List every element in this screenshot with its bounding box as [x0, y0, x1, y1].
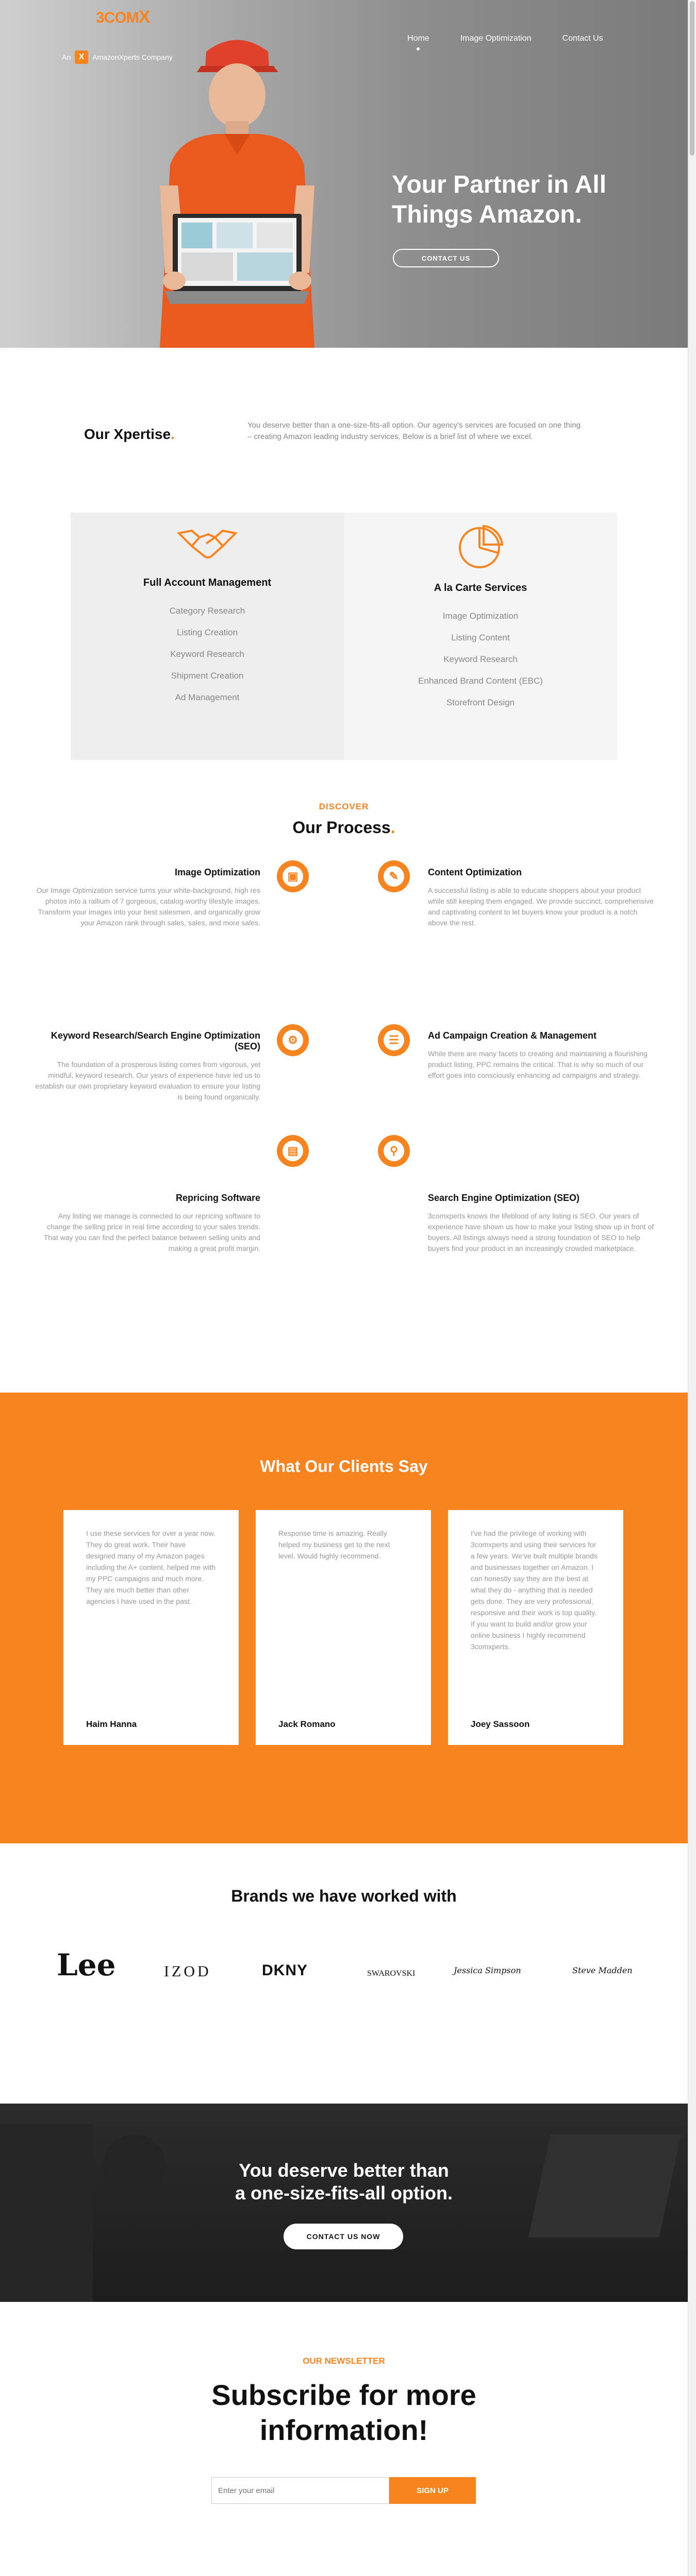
amazonxperts-logo-icon: X — [75, 50, 88, 64]
testimonial-text: I use these services for over a year now. They do great work. Their have designed many of my Amazon pages including the A+ content, helped me with my PPC campaigns and much more. They are much better than other agencies I have used in the past. — [86, 1529, 216, 1605]
testimonials-title: What Our Clients Say — [260, 1457, 428, 1476]
newsletter-signup-button[interactable]: SIGN UP — [389, 2477, 476, 2504]
process-item-seo — [428, 1193, 655, 1254]
newsletter-title-line1: Subscribe for more — [211, 2379, 476, 2411]
keyword-icon: ⚙ — [277, 1024, 309, 1056]
tagline-prefix: An — [62, 53, 71, 61]
service-list — [344, 605, 617, 714]
brand-logo-izod: IZOD — [164, 1963, 211, 1980]
service-item: Image Optimization — [442, 611, 519, 621]
title-dot: . — [390, 818, 395, 837]
software-icon: ▤ — [277, 1135, 309, 1167]
service-item: Category Research — [169, 606, 245, 616]
cta-title-line2: a one-size-fits-all option. — [235, 2182, 453, 2204]
expertise-title — [84, 426, 175, 443]
brands-title: Brands we have worked with — [231, 1887, 457, 1905]
megaphone-icon: ☰ — [378, 1024, 410, 1056]
cta-title — [0, 2159, 688, 2205]
testimonial-card — [448, 1510, 623, 1745]
expertise-intro: You deserve better than a one-size-fits-all option. Our agency's services are focused on one thing – creating Amazon leading industry services. Below is a brief list of where we excel. — [247, 421, 581, 441]
testimonials-section — [0, 1393, 688, 1843]
testimonial-text: Response time is amazing. Really helped my business get to the next level. Would highly recommend. — [278, 1529, 390, 1560]
brand-logo-steve-madden: Steve Madden — [572, 1965, 633, 1975]
scrollbar-thumb[interactable] — [690, 1, 694, 156]
service-item: Enhanced Brand Content (EBC) — [418, 676, 543, 686]
newsletter-title — [0, 2378, 688, 2448]
process-item-ad-campaign — [428, 1030, 655, 1081]
main-nav — [407, 34, 603, 43]
newsletter-title-line2: information! — [259, 2414, 428, 2446]
process-item-text: The foundation of a prosperous listing comes from vigorous, yet mindful, keyword research. Our years of experience have led us to establish our own proprietary keyword evaluation to ensure your listing is being found organically. — [35, 1060, 260, 1101]
document-icon: ✎ — [378, 860, 410, 892]
hero-person-with-laptop-image — [150, 31, 325, 348]
process-item-text: While there are many facets to creating and maintaining a flourishing product listing, PPC remains the critical. That is why so much of our effort goes into consciously enhancing ad campaigns and strategy. — [428, 1049, 648, 1079]
brand-logo-jessica-simpson: Jessica Simpson — [454, 1965, 521, 1975]
process-tag: DISCOVER — [319, 802, 369, 811]
service-item: Listing Creation — [176, 628, 238, 637]
service-item: Storefront Design — [446, 698, 515, 707]
service-item: Keyword Research — [170, 649, 244, 659]
pie-chart-icon — [455, 523, 506, 569]
testimonial-card — [63, 1510, 239, 1745]
hero-title: Your Partner in All Things Amazon. — [392, 171, 607, 228]
process-item-title: Content Optimization — [428, 867, 522, 877]
service-title: A la Carte Services — [434, 582, 527, 594]
service-item: Listing Content — [451, 633, 510, 642]
process-item-title: Search Engine Optimization (SEO) — [428, 1193, 580, 1203]
brand-logo-dkny: DKNY — [262, 1962, 308, 1979]
expertise-title-text: Our Xpertise — [84, 426, 171, 442]
service-column-a-la-carte — [344, 513, 617, 760]
nav-contact-us[interactable]: Contact Us — [562, 34, 603, 43]
expertise-section — [0, 348, 688, 513]
title-dot: . — [171, 426, 175, 442]
logo-text: 3COM — [96, 9, 139, 26]
process-item-keyword-research — [34, 1030, 260, 1103]
process-item-text: A successful listing is able to educate shoppers about your product while still keeping them engaged. We provide succinct, comprehensive and captivating content to let buyers know your product is a notch above the rest. — [428, 886, 654, 927]
process-item-repricing — [34, 1193, 260, 1254]
newsletter-email-input[interactable] — [211, 2477, 389, 2504]
process-item-image-optimization — [34, 867, 260, 928]
nav-image-optimization[interactable]: Image Optimization — [460, 34, 532, 43]
service-title: Full Account Management — [143, 577, 272, 588]
brand-logo-lee: Lee — [57, 1947, 116, 1982]
contact-us-now-button[interactable]: CONTACT US NOW — [284, 2224, 403, 2249]
testimonial-text: I've had the privilege of working with 3comxperts and using their services for a few years. We've built multiple brands and businesses together on Amazon. I can honestly say they are the best at what they do - anything that is needed gets done. They are very professional, responsive and their work is top quality. If you want to build and/or grow your online business I highly recommend 3comxperts. — [471, 1529, 598, 1651]
testimonial-author: Jack Romano — [278, 1719, 336, 1729]
process-item-title: Repricing Software — [175, 1193, 260, 1203]
testimonial-card — [256, 1510, 431, 1745]
process-item-text: Any listing we manage is connected to our repricing software to change the selling price in real time according to your sales trends. That way you can find the perfect balance between selling units and making a great profit margin. — [43, 1212, 260, 1252]
process-item-title: Ad Campaign Creation & Management — [428, 1030, 597, 1041]
image-icon: ▣ — [277, 860, 309, 892]
cta-section — [0, 2104, 688, 2302]
services-panel — [71, 513, 617, 760]
process-item-content-optimization — [428, 867, 655, 928]
cta-title-line1: You deserve better than — [239, 2160, 449, 2181]
testimonial-author: Haim Hanna — [86, 1719, 137, 1729]
process-title — [0, 818, 688, 837]
testimonial-author: Joey Sassoon — [471, 1719, 530, 1729]
logo-x-mark: X — [138, 7, 150, 27]
process-item-title: Image Optimization — [174, 867, 260, 877]
hero-contact-button[interactable]: CONTACT US — [393, 249, 499, 267]
brand-logo-swarovski: SWAROVSKI — [367, 1969, 416, 1978]
site-logo[interactable] — [96, 7, 150, 27]
search-icon: ⚲ — [378, 1135, 410, 1167]
service-item: Keyword Research — [443, 654, 518, 664]
service-item: Ad Management — [175, 692, 240, 702]
process-item-text: Our Image Optimization service turns your white-background, high res photos into a rallium of 7 gorgeous, catalog-worthy lifestyle images. Transform your images into your best salesmen, and organically grow your Amazon rank through sales, sales, and more sales. — [36, 886, 260, 927]
handshake-icon — [176, 523, 238, 564]
newsletter-tag: OUR NEWSLETTER — [303, 2356, 385, 2366]
process-item-title: Keyword Research/Search Engine Optimization (SEO) — [51, 1030, 260, 1052]
process-title-text: Our Process — [292, 818, 391, 837]
service-list — [71, 600, 344, 708]
service-column-full-account — [71, 513, 344, 760]
tagline-company: AmazonXperts Company — [92, 53, 173, 61]
process-item-text: 3comxperts knows the lifeblood of any listing is SEO. Our years of experience have shown us how to make your listing show up in front of buyers. All listings always need a strong foundation of SEO to help buyers find your product in an increasingly crowded marketplace. — [428, 1212, 654, 1252]
page-scrollbar[interactable] — [688, 0, 696, 2576]
service-item: Shipment Creation — [171, 671, 244, 681]
nav-home[interactable]: Home — [407, 34, 429, 43]
hero-section — [0, 0, 688, 348]
